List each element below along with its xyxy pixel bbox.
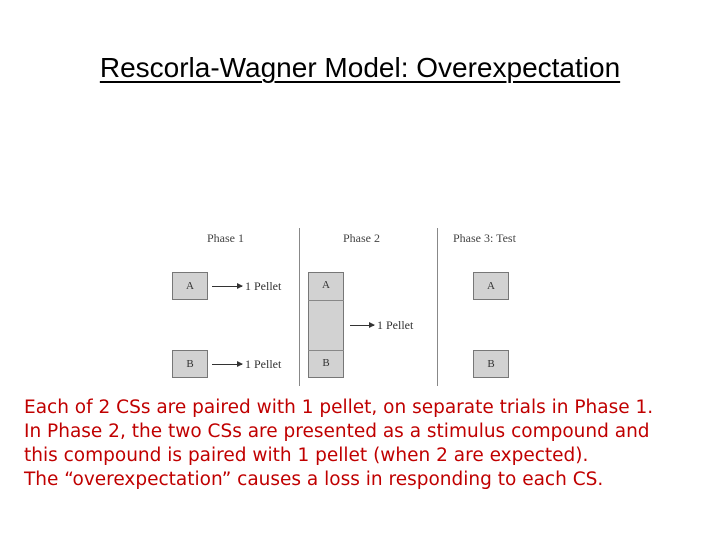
phase-1-cs-b-box: B [172, 350, 208, 378]
caption-line-3: this compound is paired with 1 pellet (when 2 are expected). [24, 445, 589, 466]
phase-3-cs-a-box: A [473, 272, 509, 300]
caption-text [24, 396, 704, 492]
caption-line-2: In Phase 2, the two CSs are presented as a stimulus compound and [24, 421, 650, 442]
phase-divider-1 [299, 228, 300, 386]
caption-line-1: Each of 2 CSs are paired with 1 pellet, on separate trials in Phase 1. [24, 397, 654, 418]
phase-3-label: Phase 3: Test [453, 231, 516, 245]
phase-1-arrow-b [212, 364, 242, 365]
phase-2-compound-top-sep [308, 300, 344, 301]
phase-3-cs-b-box: B [473, 350, 509, 378]
phase-1-outcome-b: 1 Pellet [245, 357, 282, 371]
caption-line-4: The “overexpectation” causes a loss in responding to each CS. [24, 469, 604, 490]
phase-2-compound-bottom-sep [308, 350, 344, 351]
phase-2-cs-a-label: A [322, 279, 330, 291]
phase-2-arrow [350, 325, 374, 326]
phase-divider-2 [437, 228, 438, 386]
phase-2-outcome: 1 Pellet [377, 318, 414, 332]
phase-1-label: Phase 1 [207, 231, 244, 245]
phase-1-arrow-a [212, 286, 242, 287]
phase-1-cs-a-box: A [172, 272, 208, 300]
phase-2-cs-b-label: B [322, 357, 330, 369]
phase-1-outcome-a: 1 Pellet [245, 279, 282, 293]
slide-title: Rescorla-Wagner Model: Overexpectation [99, 52, 621, 83]
phase-2-label: Phase 2 [343, 231, 380, 245]
